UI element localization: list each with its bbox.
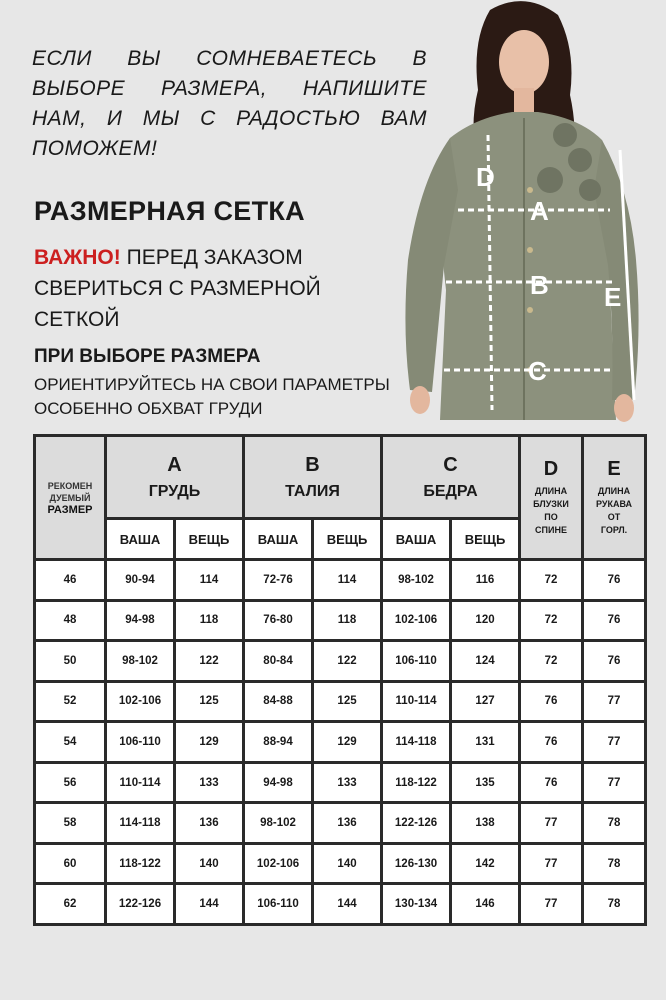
table-cell: 125 (176, 683, 242, 721)
table-cell: 78 (584, 804, 644, 842)
size-cell: 56 (36, 764, 104, 802)
table-cell: 126-130 (383, 845, 449, 883)
table-cell: 77 (521, 885, 581, 923)
table-cell: 118 (176, 602, 242, 640)
table-row (36, 764, 644, 802)
table-cell: 114 (314, 561, 380, 599)
table-row (36, 602, 644, 640)
table-cell: 114-118 (383, 723, 449, 761)
size-cell: 50 (36, 642, 104, 680)
table-row (36, 804, 644, 842)
table-cell: 77 (584, 723, 644, 761)
table-row (36, 642, 644, 680)
label-c: C (528, 356, 547, 386)
table-cell: 78 (584, 845, 644, 883)
table-cell: 122 (176, 642, 242, 680)
table-cell: 90-94 (107, 561, 173, 599)
table-cell: 135 (452, 764, 518, 802)
choose-heading: ПРИ ВЫБОРЕ РАЗМЕРА (34, 346, 261, 367)
header-hips: C БЕДРА (383, 437, 518, 517)
important-note (34, 242, 344, 335)
size-cell: 48 (36, 602, 104, 640)
table-cell: 76 (521, 764, 581, 802)
table-cell: 72 (521, 602, 581, 640)
table-cell: 102-106 (107, 683, 173, 721)
table-cell: 140 (314, 845, 380, 883)
subheader-yours: ВАША (383, 520, 449, 558)
table-cell: 138 (452, 804, 518, 842)
subheader-yours: ВАША (245, 520, 311, 558)
table-cell: 98-102 (245, 804, 311, 842)
choose-text: ОРИЕНТИРУЙТЕСЬ НА СВОИ ПАРАМЕТРЫ ОСОБЕННО ОБХВАТ ГРУДИ (34, 375, 390, 418)
subheader-item: ВЕЩЬ (314, 520, 380, 558)
table-cell: 136 (176, 804, 242, 842)
table-cell: 72-76 (245, 561, 311, 599)
table-cell: 102-106 (245, 845, 311, 883)
table-cell: 102-106 (383, 602, 449, 640)
table-cell: 142 (452, 845, 518, 883)
table-row (36, 885, 644, 923)
size-cell: 62 (36, 885, 104, 923)
table-cell: 110-114 (383, 683, 449, 721)
table-cell: 76 (584, 642, 644, 680)
table-cell: 144 (176, 885, 242, 923)
table-cell: 114-118 (107, 804, 173, 842)
table-cell: 72 (521, 642, 581, 680)
header-waist: B ТАЛИЯ (245, 437, 380, 517)
table-cell: 84-88 (245, 683, 311, 721)
table-cell: 106-110 (383, 642, 449, 680)
table-cell: 133 (314, 764, 380, 802)
table-cell: 125 (314, 683, 380, 721)
table-row (36, 845, 644, 883)
label-d: D (476, 162, 495, 192)
model-photo (380, 0, 666, 436)
table-cell: 122-126 (383, 804, 449, 842)
table-cell: 118 (314, 602, 380, 640)
table-cell: 124 (452, 642, 518, 680)
table-cell: 94-98 (245, 764, 311, 802)
header-recommended-size: РЕКОМЕН ДУЕМЫЙ РАЗМЕР (36, 437, 104, 558)
table-cell: 133 (176, 764, 242, 802)
table-cell: 77 (521, 845, 581, 883)
important-label: ВАЖНО! (34, 246, 121, 269)
table-cell: 118-122 (107, 845, 173, 883)
size-cell: 52 (36, 683, 104, 721)
size-cell: 46 (36, 561, 104, 599)
size-table-body (36, 561, 644, 923)
table-cell: 77 (584, 683, 644, 721)
table-cell: 129 (176, 723, 242, 761)
header-bust: A ГРУДЬ (107, 437, 242, 517)
size-cell: 54 (36, 723, 104, 761)
table-cell: 130-134 (383, 885, 449, 923)
table-row (36, 683, 644, 721)
table-row (36, 561, 644, 599)
table-cell: 77 (521, 804, 581, 842)
table-cell: 110-114 (107, 764, 173, 802)
table-cell: 131 (452, 723, 518, 761)
table-cell: 88-94 (245, 723, 311, 761)
table-cell: 98-102 (383, 561, 449, 599)
table-cell: 127 (452, 683, 518, 721)
table-cell: 122-126 (107, 885, 173, 923)
table-cell: 76 (584, 561, 644, 599)
table-cell: 76-80 (245, 602, 311, 640)
table-cell: 78 (584, 885, 644, 923)
table-cell: 129 (314, 723, 380, 761)
table-cell: 120 (452, 602, 518, 640)
table-cell: 76 (584, 602, 644, 640)
table-cell: 116 (452, 561, 518, 599)
label-a: A (530, 196, 549, 226)
table-cell: 76 (521, 723, 581, 761)
table-cell: 144 (314, 885, 380, 923)
subheader-yours: ВАША (107, 520, 173, 558)
header-sleeve-length: E ДЛИНА РУКАВА ОТ ГОРЛ. (584, 437, 644, 558)
table-cell: 106-110 (245, 885, 311, 923)
table-cell: 106-110 (107, 723, 173, 761)
table-row (36, 723, 644, 761)
intro-text: ЕСЛИ ВЫ СОМНЕВАЕТЕСЬ В ВЫБОРЕ РАЗМЕРА, НАПИШИТЕ НАМ, И МЫ С РАДОСТЬЮ ВАМ ПОМОЖЕМ! (32, 47, 427, 160)
table-cell: 122 (314, 642, 380, 680)
table-cell: 136 (314, 804, 380, 842)
table-cell: 114 (176, 561, 242, 599)
important-text: ПЕРЕД ЗАКАЗОМ СВЕРИТЬСЯ С РАЗМЕРНОЙ СЕТКОЙ (34, 246, 321, 331)
label-e: E (604, 282, 622, 312)
subheader-item: ВЕЩЬ (176, 520, 242, 558)
table-cell: 76 (521, 683, 581, 721)
table-cell: 72 (521, 561, 581, 599)
label-b: B (530, 270, 549, 300)
subheader-item: ВЕЩЬ (452, 520, 518, 558)
table-cell: 94-98 (107, 602, 173, 640)
table-cell: 98-102 (107, 642, 173, 680)
table-cell: 146 (452, 885, 518, 923)
size-table (33, 434, 647, 926)
table-cell: 118-122 (383, 764, 449, 802)
table-cell: 140 (176, 845, 242, 883)
table-cell: 80-84 (245, 642, 311, 680)
size-cell: 60 (36, 845, 104, 883)
model-face (499, 30, 549, 94)
page-title: РАЗМЕРНАЯ СЕТКА (34, 196, 305, 226)
table-cell: 77 (584, 764, 644, 802)
size-cell: 58 (36, 804, 104, 842)
header-back-length: D ДЛИНА БЛУЗКИ ПО СПИНЕ (521, 437, 581, 558)
